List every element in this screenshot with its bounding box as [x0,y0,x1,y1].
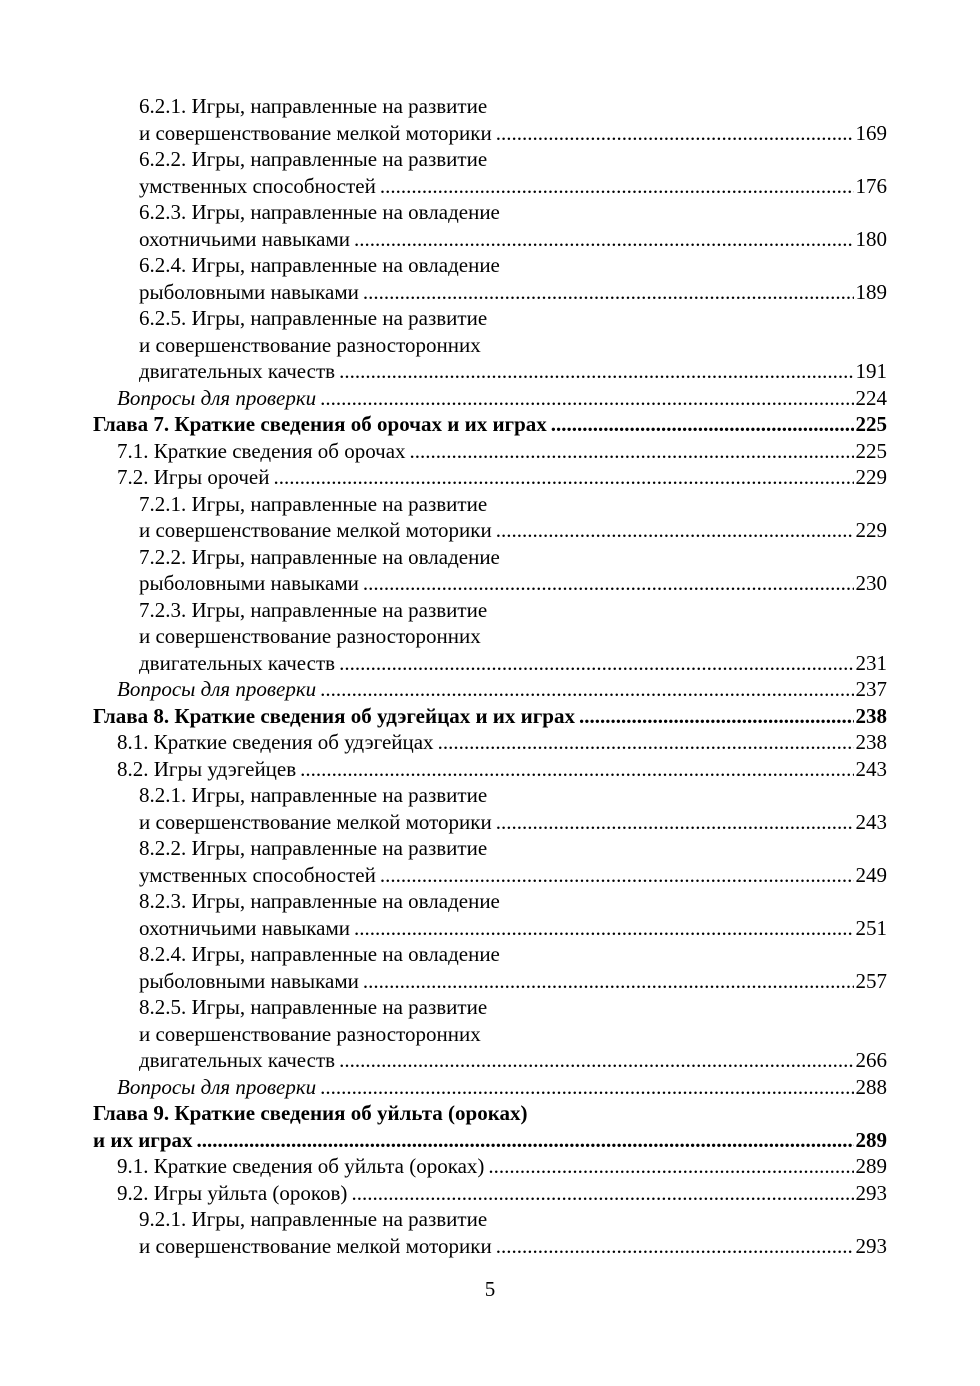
toc-subsection-entry[interactable] [93,491,887,544]
toc-subsection-entry[interactable] [93,782,887,835]
toc-chapter-entry[interactable] [93,411,887,438]
toc-page-number: 293 [855,1180,887,1205]
toc-page-number: 176 [855,173,887,198]
toc-page-number: 225 [855,438,887,463]
toc-page-number: 266 [855,1048,887,1072]
toc-entry-row [117,756,887,783]
toc-entry-text: 7.2.2. Игры, направленные на овладение [139,544,500,569]
toc-entry-text: 6.2.3. Игры, направленные на овладение [139,200,500,224]
toc-entry-text: 7.2.3. Игры, направленные на развитие [139,597,488,622]
toc-entry-text: рыболовными навыками [139,571,359,595]
toc-page-number: 293 [855,1233,887,1258]
toc-entry-text: 8.2.1. Игры, направленные на развитие [139,783,488,807]
toc-entry-text: 7.1. Краткие сведения об орочах [117,438,406,463]
toc-entry-text: Вопросы для проверки [117,1074,317,1099]
dot-leader [320,676,853,703]
toc-page-number: 238 [855,730,887,754]
toc-entry-row [139,862,887,889]
toc-page-number: 289 [855,1127,887,1152]
toc-section-entry[interactable] [93,1180,887,1207]
dot-leader [579,703,854,730]
dot-leader [354,915,853,942]
toc-entry-text: двигательных качеств [139,650,336,675]
toc-section-entry[interactable] [93,464,887,491]
toc-entry-row [117,1074,887,1101]
toc-entry-text: и совершенствование мелкой моторики [139,1233,492,1258]
toc-page-number: 257 [855,968,887,993]
toc-entry-text: двигательных качеств [139,1048,336,1072]
toc-entry-row [139,1047,887,1074]
toc-subsection-entry[interactable] [93,93,887,146]
toc-entry-text: 8.2.5. Игры, направленные на развитие [139,995,488,1019]
toc-entry-row [139,279,887,306]
toc-entry-row [139,809,887,836]
toc-entry-text: двигательных качеств [139,359,336,383]
toc-page-number: 229 [855,518,887,542]
toc-section-entry[interactable] [93,676,887,703]
toc-section-entry[interactable] [93,756,887,783]
dot-leader [339,358,853,385]
toc-entry-text: рыболовными навыками [139,279,359,304]
toc-page-number: 229 [855,465,887,489]
toc-entry-text: 9.1. Краткие сведения об уйльта (ороках) [117,1154,485,1178]
toc-entry-text: умственных способностей [139,173,376,198]
toc-entry-row [139,173,887,200]
toc-entry-text: Глава 8. Краткие сведения об удэгейцах и их играх [93,703,575,728]
toc-entry-text: 6.2.1. Игры, направленные на развитие [139,94,488,118]
toc-page-number: 243 [855,756,887,781]
dot-leader [351,1180,853,1207]
dot-leader [496,120,854,147]
dot-leader [339,650,853,677]
toc-section-entry[interactable] [93,1074,887,1101]
toc-entry-text: 7.2. Игры орочей [117,465,270,489]
toc-entry-row [117,1180,887,1207]
toc-entry-row [93,1127,887,1154]
page-number: 5 [484,1277,496,1301]
toc-entry-text: охотничьими навыками [139,915,351,940]
toc-entry-row [117,438,887,465]
toc-entry-row [139,915,887,942]
toc-entry-row [139,570,887,597]
toc-page-number: 243 [855,809,887,834]
toc-entry-text: охотничьими навыками [139,226,351,251]
toc-entry-text: Глава 7. Краткие сведения об орочах и их играх [93,412,547,436]
toc-entry-row [117,729,887,756]
toc-entry-row [139,517,887,544]
toc-entry-text: 7.2.1. Игры, направленные на развитие [139,491,488,516]
toc-subsection-entry[interactable] [93,544,887,597]
dot-leader [320,1074,853,1101]
toc-subsection-entry[interactable] [93,835,887,888]
toc-subsection-entry[interactable] [93,888,887,941]
toc-entry-row [139,1233,887,1260]
toc-chapter-entry[interactable] [93,703,887,730]
toc-entry-text: 8.2.3. Игры, направленные на овладение [139,889,500,913]
toc-entry-row [117,385,887,412]
toc-section-entry[interactable] [93,729,887,756]
toc-subsection-entry[interactable] [93,1206,887,1259]
toc-page-number: 224 [855,385,887,410]
toc-entry-row [117,464,887,491]
toc-entry-text: и их играх [93,1127,193,1152]
toc-entry-row [139,358,887,385]
toc-entry-text: и совершенствование мелкой моторики [139,518,492,542]
dot-leader [380,862,854,889]
toc-entry-row [139,120,887,147]
toc-entry-text: 9.2.1. Игры, направленные на развитие [139,1207,488,1231]
toc-entry-text: Глава 9. Краткие сведения об уйльта (ороках) [93,1101,528,1125]
dot-leader [273,464,853,491]
toc-page-number: 238 [855,703,887,728]
dot-leader [551,411,854,438]
toc-subsection-entry[interactable] [93,994,887,1074]
toc-page-number: 288 [855,1074,887,1099]
toc-page-number: 289 [855,1154,887,1178]
dot-leader [197,1127,854,1154]
dot-leader [410,438,854,465]
toc-page-number: 180 [855,226,887,251]
dot-leader [380,173,854,200]
toc-entry-row [93,411,887,438]
toc-subsection-entry[interactable] [93,199,887,252]
dot-leader [438,729,854,756]
toc-entry-text: и совершенствование разносторонних [139,332,481,357]
dot-leader [354,226,853,253]
toc-entry-row [139,226,887,253]
toc-entry-row [139,650,887,677]
dot-leader [339,1047,853,1074]
toc-entry-text: умственных способностей [139,862,376,887]
toc-entry-text: и совершенствование разносторонних [139,1021,481,1046]
toc-entry-text: и совершенствование разносторонних [139,624,481,648]
toc-chapter-entry[interactable] [93,1100,887,1153]
toc-page-number: 249 [855,862,887,887]
toc-page-number: 231 [855,650,887,675]
toc-page-number: 189 [855,279,887,304]
toc-entry-row [139,968,887,995]
toc-entry-text: 6.2.4. Игры, направленные на овладение [139,253,500,277]
toc-entry-text: 8.2.4. Игры, направленные на овладение [139,942,500,966]
dot-leader [496,1233,854,1260]
toc-subsection-entry[interactable] [93,941,887,994]
dot-leader [496,809,854,836]
toc-subsection-entry[interactable] [93,252,887,305]
toc-entry-text: Вопросы для проверки [117,677,317,701]
toc-page-number: 191 [855,359,887,383]
toc-entry-row [117,676,887,703]
toc-section-entry[interactable] [93,1153,887,1180]
toc-entry-row [93,703,887,730]
toc-page-number: 251 [855,915,887,940]
toc-entry-text: 9.2. Игры уйльта (ороков) [117,1180,348,1205]
toc-entry-text: Вопросы для проверки [117,385,317,410]
toc-page-number: 169 [855,120,887,145]
toc-page-number: 230 [855,571,887,595]
toc-section-entry[interactable] [93,438,887,465]
table-of-contents [93,93,887,1259]
toc-subsection-entry[interactable] [93,146,887,199]
toc-entry-text: 6.2.2. Игры, направленные на развитие [139,147,488,171]
toc-subsection-entry[interactable] [93,597,887,677]
toc-entry-text: 8.2.2. Игры, направленные на развитие [139,836,488,860]
toc-page-number: 237 [855,677,887,701]
toc-entry-text: 8.2. Игры удэгейцев [117,756,297,781]
toc-entry-text: рыболовными навыками [139,968,359,993]
toc-entry-text: 8.1. Краткие сведения об удэгейцах [117,730,434,754]
toc-entry-text: 6.2.5. Игры, направленные на развитие [139,306,488,330]
toc-subsection-entry[interactable] [93,305,887,385]
dot-leader [363,968,854,995]
dot-leader [496,517,854,544]
toc-entry-row [117,1153,887,1180]
dot-leader [300,756,853,783]
dot-leader [488,1153,853,1180]
toc-entry-text: и совершенствование мелкой моторики [139,120,492,145]
dot-leader [320,385,853,412]
toc-entry-text: и совершенствование мелкой моторики [139,809,492,834]
dot-leader [363,279,854,306]
dot-leader [363,570,854,597]
toc-section-entry[interactable] [93,385,887,412]
toc-page-number: 225 [855,412,887,436]
